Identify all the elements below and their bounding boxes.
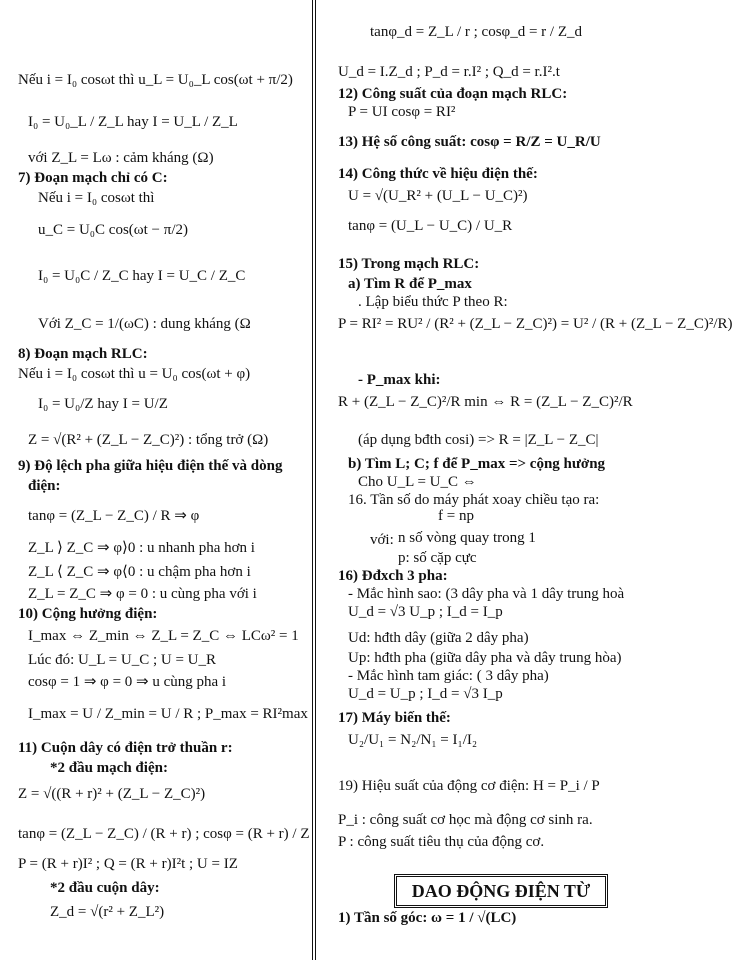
left-line-l1: Nếu i = I₀ cosωt thì u_L = U₀_L cos(ωt + π/2): [18, 72, 293, 88]
right-line-r12: P = RI² = RU² / (R² + (Z_L − Z_C)²) = U² / (R + (Z_L − Z_C)²/R): [338, 316, 733, 332]
right-line-r21: n số vòng quay trong 1: [398, 530, 536, 546]
left-line-l12: Z = √(R² + (Z_L − Z_C)²) : tổng trở (Ω): [28, 432, 269, 448]
right-line-r1: tanφ_d = Z_L / r ; cosφ_d = r / Z_d: [370, 24, 582, 40]
left-line-l16: Z_L ⟩ Z_C ⇒ φ⟩0 : u nhanh pha hơn i: [28, 540, 255, 556]
right-line-r26: Ud: hđth dây (giữa 2 dây pha): [348, 630, 529, 646]
left-line-l20: I_max ⇔ Z_min ⇔ Z_L = Z_C ⇔ LCω² = 1: [28, 628, 299, 644]
right-column: [338, 0, 733, 960]
right-line-r7: U = √(U_R² + (U_L − U_C)²): [348, 188, 528, 204]
right-line-r13: - P_max khi:: [358, 372, 441, 388]
right-line-r22: p: số cặp cực: [398, 550, 477, 566]
right-line-r24: - Mắc hình sao: (3 dây pha và 1 dây trung hoà: [348, 586, 625, 602]
right-line-r29: U_d = U_p ; I_d = √3 I_p: [348, 686, 503, 702]
right-line-r15: (áp dụng bđth cosi) => R = |Z_L − Z_C|: [358, 432, 599, 448]
left-line-l28: P = (R + r)I² ; Q = (R + r)I²t ; U = IZ: [18, 856, 238, 872]
left-line-l4: 7) Đoạn mạch chỉ có C:: [18, 170, 168, 186]
left-line-l8: Với Z_C = 1/(ωC) : dung kháng (Ω: [38, 316, 251, 332]
right-line-r25: U_d = √3 U_p ; I_d = I_p: [348, 604, 503, 620]
right-line-r31: U₂/U₁ = N₂/N₁ = I₁/I₂: [348, 732, 478, 748]
right-line-r5: 13) Hệ số công suất: cosφ = R/Z = U_R/U: [338, 134, 601, 150]
left-line-l5: Nếu i = I₀ cosωt thì: [38, 190, 155, 206]
right-line-r18: 16. Tần số do máy phát xoay chiều tạo ra:: [348, 492, 600, 508]
left-line-l6: u_C = U₀C cos(ωt − π/2): [38, 222, 189, 238]
right-line-r23: 16) Đđxch 3 pha:: [338, 568, 448, 584]
right-line-r6: 14) Công thức về hiệu điện thế:: [338, 166, 538, 182]
right-line-r4: P = UI cosφ = RI²: [348, 104, 456, 120]
right-line-r11: . Lập biểu thức P theo R:: [358, 294, 508, 310]
right-line-r30: 17) Máy biến thế:: [338, 710, 451, 726]
left-line-l21: Lúc đó: U_L = U_C ; U = U_R: [28, 652, 217, 668]
section-title: DAO ĐỘNG ĐIỆN TỪ: [394, 874, 608, 908]
right-line-r10: a) Tìm R để P_max: [348, 276, 472, 292]
left-line-l9: 8) Đoạn mạch RLC:: [18, 346, 148, 362]
right-line-r14: R + (Z_L − Z_C)²/R min ⇔ R = (Z_L − Z_C)²/R: [338, 394, 633, 410]
left-line-l2: I₀ = U₀_L / Z_L hay I = U_L / Z_L: [28, 114, 238, 130]
left-line-l30: Z_d = √(r² + Z_L²): [50, 904, 165, 920]
left-line-l17: Z_L ⟨ Z_C ⇒ φ⟨0 : u chậm pha hơn i: [28, 564, 251, 580]
right-line-r19: f = np: [438, 508, 474, 524]
right-line-r16: b) Tìm L; C; f để P_max => cộng hưởng: [348, 456, 606, 472]
right-line-r32: 19) Hiệu suất của động cơ điện: H = P_i / P: [338, 778, 600, 794]
right-line-r34: P : công suất tiêu thụ của động cơ.: [338, 834, 545, 850]
left-line-l7: I₀ = U₀C / Z_C hay I = U_C / Z_C: [38, 268, 246, 284]
left-line-l3: với Z_L = Lω : cảm kháng (Ω): [28, 150, 214, 166]
left-line-l15: tanφ = (Z_L − Z_C) / R ⇒ φ: [28, 508, 200, 524]
left-line-l13: 9) Độ lệch pha giữa hiệu điện thế và dòng: [18, 458, 283, 474]
left-line-l10: Nếu i = I₀ cosωt thì u = U₀ cos(ωt + φ): [18, 366, 251, 382]
right-line-r3: 12) Công suất của đoạn mạch RLC:: [338, 86, 568, 102]
left-line-l19: 10) Cộng hưởng điện:: [18, 606, 158, 622]
left-line-l24: 11) Cuộn dây có điện trở thuần r:: [18, 740, 233, 756]
right-line-r2: U_d = I.Z_d ; P_d = r.I² ; Q_d = r.I².t: [338, 64, 560, 80]
left-line-l27: tanφ = (Z_L − Z_C) / (R + r) ; cosφ = (R + r) / Z: [18, 826, 310, 842]
right-line-r35: 1) Tần số góc: ω = 1 / √(LC): [338, 910, 517, 926]
left-line-l14: điện:: [28, 478, 61, 494]
column-divider: [312, 0, 316, 960]
right-line-r8: tanφ = (U_L − U_C) / U_R: [348, 218, 513, 234]
left-line-l22: cosφ = 1 ⇒ φ = 0 ⇒ u cùng pha i: [28, 674, 227, 690]
right-line-r20: với:: [370, 532, 394, 548]
right-line-r27: Up: hđth pha (giữa dây pha và dây trung hòa): [348, 650, 622, 666]
left-line-l29: *2 đầu cuộn dây:: [50, 880, 160, 896]
left-line-l26: Z = √((R + r)² + (Z_L − Z_C)²): [18, 786, 206, 802]
left-line-l23: I_max = U / Z_min = U / R ; P_max = RI²max: [28, 706, 308, 722]
right-line-r33: P_i : công suất cơ học mà động cơ sinh ra.: [338, 812, 593, 828]
right-line-r17: Cho U_L = U_C ⇔: [358, 474, 477, 490]
left-column: [18, 0, 308, 960]
right-line-r28: - Mắc hình tam giác: ( 3 dây pha): [348, 668, 549, 684]
left-line-l25: *2 đầu mạch điện:: [50, 760, 168, 776]
left-line-l18: Z_L = Z_C ⇒ φ = 0 : u cùng pha với i: [28, 586, 257, 602]
left-line-l11: I₀ = U₀/Z hay I = U/Z: [38, 396, 168, 412]
right-line-r9: 15) Trong mạch RLC:: [338, 256, 480, 272]
